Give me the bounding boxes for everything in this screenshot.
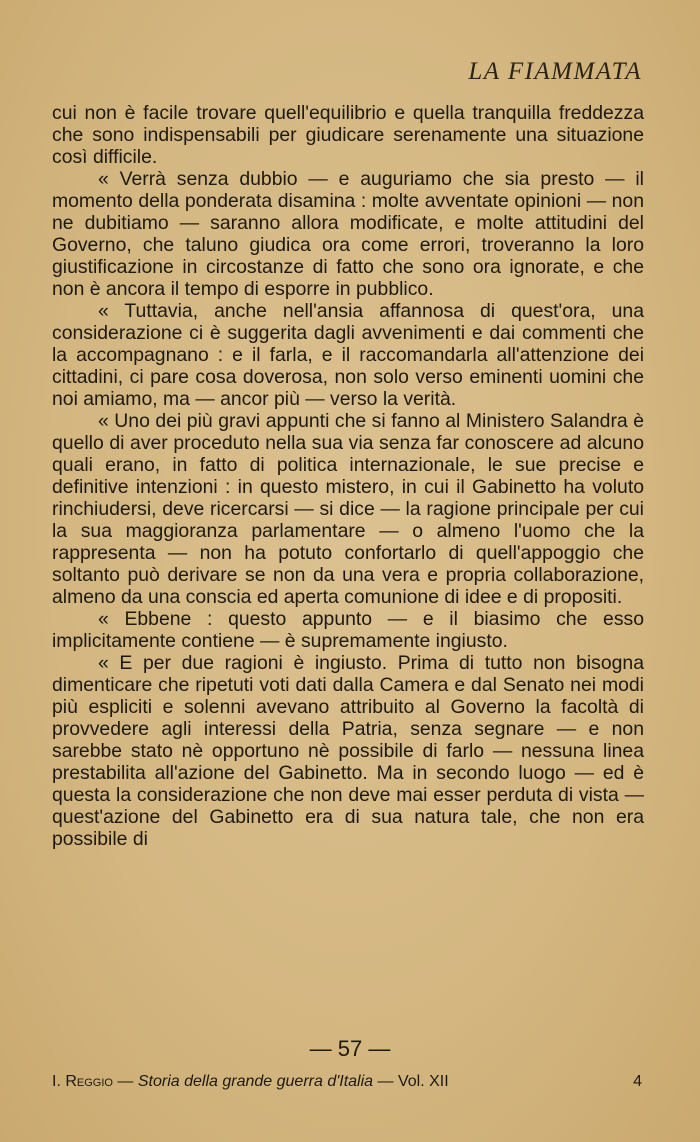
paragraph: « Ebbene : questo appunto — e il biasimo che esso implicitamente contiene — è supremamente ingiusto. (52, 608, 644, 652)
footer-dash: — (117, 1073, 138, 1090)
footer-book-title: Storia della grande guerra d'Italia (137, 1073, 374, 1090)
footer-citation (52, 1073, 449, 1091)
running-title: LA FIAMMATA (468, 58, 642, 85)
signature-mark: 4 (633, 1073, 642, 1090)
footer-volume: Vol. XII (397, 1073, 449, 1090)
paragraph-continuation: cui non è facile trovare quell'equilibrio e quella tranquilla freddezza che sono indispensabili per giudicare serenamente una situazione così difficile. (52, 102, 644, 168)
paragraph: « E per due ragioni è ingiusto. Prima di tutto non bisogna dimenticare che ripetuti voti dati dalla Camera e dal Senato nei modi più espliciti e solenni avevano attribuito al Governo la facoltà di provvedere agli interessi della Patria, senza segnare — e non sarebbe stato nè opportuno nè possibile di farlo — nessuna linea prestabilita all'azione del Gabinetto. Ma in secondo luogo — ed è questa la considerazione che non deve mai esser perduta di vista — quest'azione del Gabinetto era di sua natura tale, che non era possibile di (52, 652, 644, 850)
footer-author: I. Reggio (52, 1073, 113, 1090)
footer-line (52, 1073, 642, 1091)
footer-dash: — (377, 1073, 398, 1090)
paragraph: « Uno dei più gravi appunti che si fanno al Ministero Salandra è quello di aver proceduto nella sua via senza far conoscere ad alcuno quali erano, in fatto di politica internazionale, le sue precise e definitive intenzioni : in questo mistero, in cui il Gabinetto ha voluto rinchiudersi, deve ricercarsi — si dice — la ragione principale per cui la sua maggioranza parlamentare — o almeno l'uomo che la rappresenta — non ha potuto confortarlo di quell'appoggio che soltanto può derivare se non da una vera e propria collaborazione, almeno da una conscia ed aperta comunione di idee e di propositi. (52, 410, 644, 608)
paragraph: « Tuttavia, anche nell'ansia affannosa di quest'ora, una considerazione ci è suggerita dagli avvenimenti e dai commenti che la accompagnano : e il farla, e il raccomandarla all'attenzione dei cittadini, ci pare cosa doverosa, non solo verso eminenti uomini che noi amiamo, ma — ancor più — verso la verità. (52, 300, 644, 410)
paragraph: « Verrà senza dubbio — e auguriamo che sia presto — il momento della ponderata disamina : molte avventate opinioni — non ne dubitiamo — saranno allora modificate, e molte attitudini del Governo, che taluno giudica ora come errori, troveranno la loro giustificazione in circostanze di fatto che sono ora ignorate, e che non è ancora il tempo di esporre in pubblico. (52, 168, 644, 300)
body-text (52, 102, 644, 850)
page-number: — 57 — (309, 1036, 391, 1061)
